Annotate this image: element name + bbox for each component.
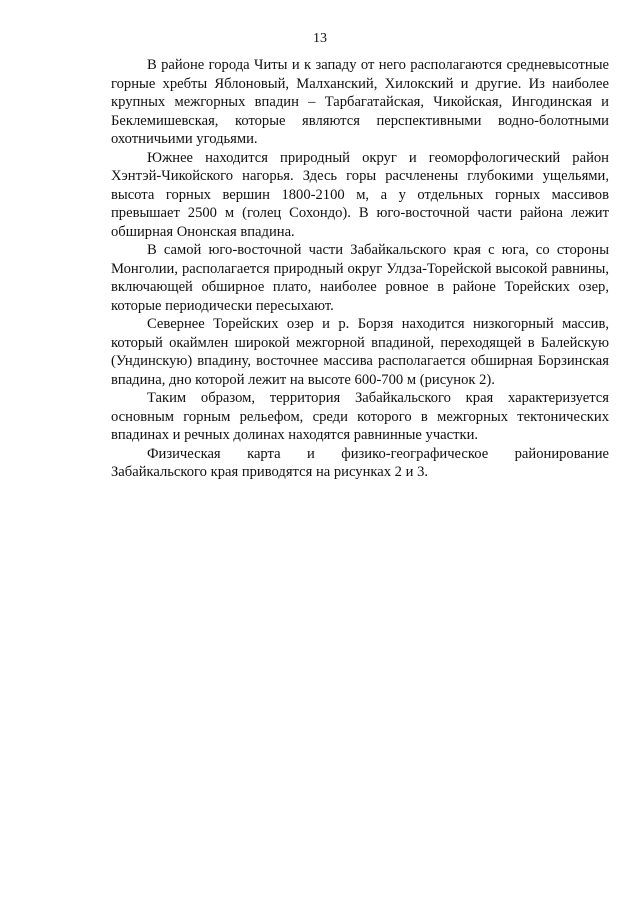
paragraph-chita-ridges: В районе города Читы и к западу от него располагаются средневысотные горные хребты Яблоновый, Малханский, Хилокский и другие. Из наиболее крупных межгорных впадин – Тарбагатайская, Чикойская, Ингодинская и Беклемишевская, которые являются перспективными водно-болотными охотничьими угодьями.: [111, 57, 609, 147]
paragraph-summary: Таким образом, территория Забайкальского края характеризуется основным горным рельефом, среди которого в межгорных тектонических впадинах и речных долинах находятся равнинные участки.: [111, 390, 609, 443]
paragraph-uldza-torei: В самой юго-восточной части Забайкальского края с юга, со стороны Монголии, располагается природный округ Улдза-Торейской высокой равнины, включающей обширное плато, наиболее ровное в районе Торейских озер, которые периодически пересыхают.: [111, 242, 609, 314]
page-number: 13: [313, 31, 327, 46]
body-text: [111, 56, 609, 482]
paragraph-khentei-chikoi: Южнее находится природный округ и геоморфологический район Хэнтэй-Чикойского нагорья. Здесь горы расчленены глубокими ущельями, высота горных вершин 1800-2100 м, а у отдельных горных массивов превышает 2500 м (голец Сохондо). В юго-восточной части района лежит обширная Ононская впадина.: [111, 149, 609, 240]
paragraph-figures-reference: Физическая карта и физико-географическое районирование Забайкальского края приводятся на рисунках 2 и 3.: [111, 445, 609, 480]
paragraph-borzya: Севернее Торейских озер и р. Борзя находится низкогорный массив, который окаймлен широкой межгорной впадиной, переходящей в Балейскую (Ундинскую) впадину, восточнее массива располагается обширная Борзинская впадина, дно которой лежит на высоте 600-700 м (рисунок 2).: [111, 316, 609, 388]
